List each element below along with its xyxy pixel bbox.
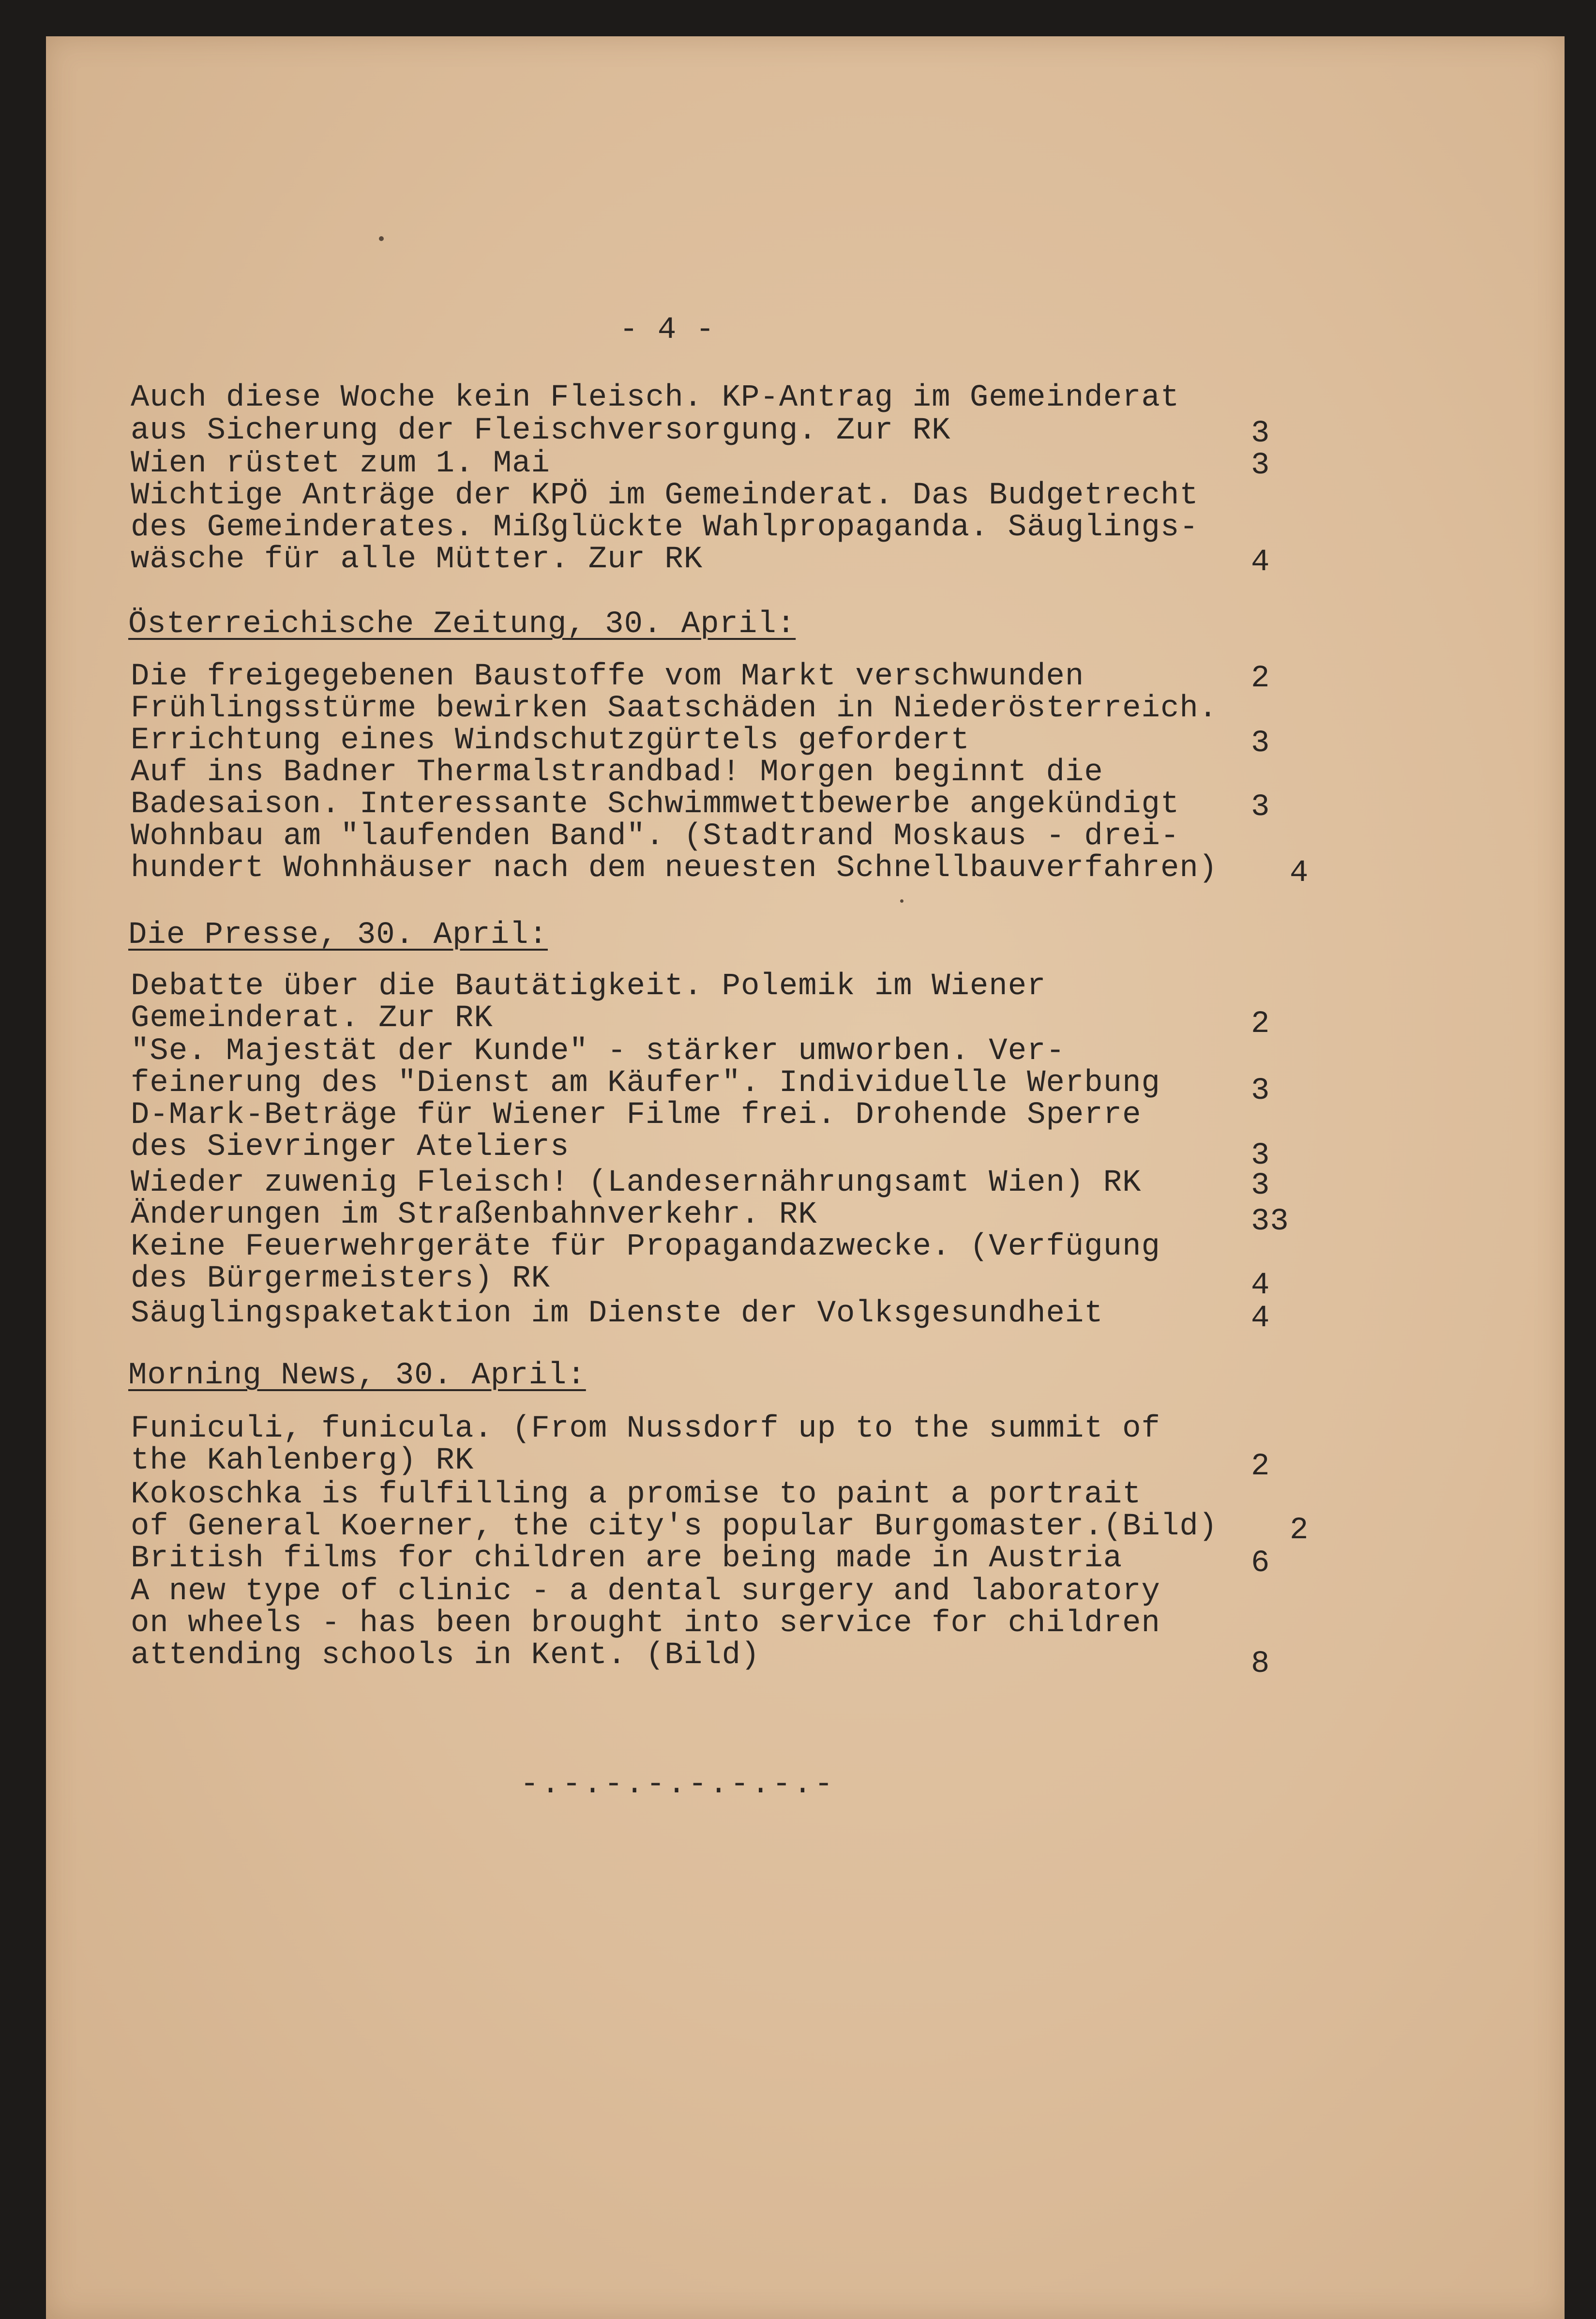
presse-entry-1-line-2: Gemeinderat. Zur RK <box>131 1001 493 1036</box>
news-entry-4-page: 8 <box>1251 1647 1270 1682</box>
news-entry-1-line-2: the Kahlenberg) RK <box>131 1443 474 1478</box>
intro-entry-2-line-1: Wien rüstet zum 1. Mai <box>131 446 550 481</box>
presse-entry-6-page: 4 <box>1251 1268 1270 1303</box>
paper-speck <box>900 899 903 903</box>
oez-entry-4-line-1: Auf ins Badner Thermalstrandbad! Morgen beginnt die <box>131 755 1103 790</box>
oez-entry-4-line-2: Badesaison. Interessante Schwimmwettbewerbe angekündigt <box>131 787 1180 822</box>
presse-entry-7-page: 4 <box>1251 1301 1270 1336</box>
intro-entry-3-line-2: des Gemeinderates. Mißglückte Wahlpropaganda. Säuglings- <box>131 510 1199 545</box>
news-entry-4-line-3: attending schools in Kent. (Bild) <box>131 1638 760 1673</box>
news-entry-2-line-1: Kokoschka is fulfilling a promise to paint a portrait <box>131 1477 1142 1512</box>
presse-entry-4-line-1: Wieder zuwenig Fleisch! (Landesernährungsamt Wien) RK <box>131 1166 1142 1200</box>
section-divider: -.-.-.-.-.-.-.- <box>520 1767 836 1802</box>
oez-entry-4-page: 3 <box>1251 790 1270 825</box>
intro-entry-1-line-2: aus Sicherung der Fleischversorgung. Zur RK <box>131 413 951 448</box>
presse-entry-5-page: 33 <box>1251 1204 1289 1239</box>
intro-entry-1-page: 3 <box>1251 416 1270 451</box>
presse-entry-3-page: 3 <box>1251 1138 1270 1173</box>
section-heading-oesterreichische-zeitung: Österreichische Zeitung, 30. April: <box>128 607 796 642</box>
oez-entry-3-line-1: Errichtung eines Windschutzgürtels gefordert <box>131 723 970 758</box>
paper-speck <box>379 236 384 241</box>
news-entry-3-page: 6 <box>1251 1546 1270 1581</box>
section-heading-morning-news: Morning News, 30. April: <box>128 1358 586 1393</box>
oez-entry-5-page: 4 <box>1290 856 1309 891</box>
presse-entry-6-line-2: des Bürgermeisters) RK <box>131 1261 550 1296</box>
presse-entry-3-line-1: D-Mark-Beträge für Wiener Filme frei. Drohende Sperre <box>131 1098 1142 1133</box>
presse-entry-2-line-1: "Se. Majestät der Kunde" - stärker umworben. Ver- <box>131 1034 1065 1069</box>
presse-entry-3-line-2: des Sievringer Ateliers <box>131 1130 570 1165</box>
presse-entry-1-line-1: Debatte über die Bautätigkeit. Polemik im Wiener <box>131 969 1046 1004</box>
news-entry-4-line-1: A new type of clinic - a dental surgery and laboratory <box>131 1574 1160 1609</box>
presse-entry-1-page: 2 <box>1251 1007 1270 1042</box>
intro-entry-3-line-3: wäsche für alle Mütter. Zur RK <box>131 542 703 577</box>
news-entry-4-line-2: on wheels - has been brought into service for children <box>131 1606 1160 1641</box>
oez-entry-3-page: 3 <box>1251 726 1270 761</box>
presse-entry-6-line-1: Keine Feuerwehrgeräte für Propagandazwecke. (Verfügung <box>131 1229 1160 1264</box>
page-number: - 4 - <box>619 313 715 348</box>
news-entry-2-line-2: of General Koerner, the city's popular Burgomaster.(Bild) <box>131 1509 1218 1544</box>
news-entry-3-line-1: British films for children are being made in Austria <box>131 1541 1123 1576</box>
presse-entry-4-page: 3 <box>1251 1168 1270 1203</box>
oez-entry-2-line-1: Frühlingsstürme bewirken Saatschäden in Niederösterreich. <box>131 691 1218 726</box>
presse-entry-7-line-1: Säuglingspaketaktion im Dienste der Volksgesundheit <box>131 1296 1103 1331</box>
oez-entry-5-line-1: Wohnbau am "laufenden Band". (Stadtrand Moskaus - drei- <box>131 819 1180 854</box>
section-heading-die-presse: Die Presse, 30. April: <box>128 918 548 953</box>
intro-entry-3-line-1: Wichtige Anträge der KPÖ im Gemeinderat. Das Budgetrecht <box>131 478 1199 513</box>
intro-entry-3-page: 4 <box>1251 545 1270 580</box>
news-entry-1-page: 2 <box>1251 1449 1270 1484</box>
oez-entry-1-page: 2 <box>1251 661 1270 696</box>
intro-entry-1-line-1: Auch diese Woche kein Fleisch. KP-Antrag im Gemeinderat <box>131 380 1180 415</box>
intro-entry-2-page: 3 <box>1251 448 1270 483</box>
presse-entry-2-page: 3 <box>1251 1074 1270 1108</box>
presse-entry-5-line-1: Änderungen im Straßenbahnverkehr. RK <box>131 1197 817 1232</box>
presse-entry-2-line-2: feinerung des "Dienst am Käufer". Individuelle Werbung <box>131 1066 1160 1101</box>
news-entry-1-line-1: Funiculi, funicula. (From Nussdorf up to the summit of <box>131 1411 1160 1446</box>
oez-entry-5-line-2: hundert Wohnhäuser nach dem neuesten Schnellbauverfahren) <box>131 851 1218 886</box>
oez-entry-1-line-1: Die freigegebenen Baustoffe vom Markt verschwunden <box>131 659 1084 694</box>
news-entry-2-page: 2 <box>1290 1513 1309 1548</box>
